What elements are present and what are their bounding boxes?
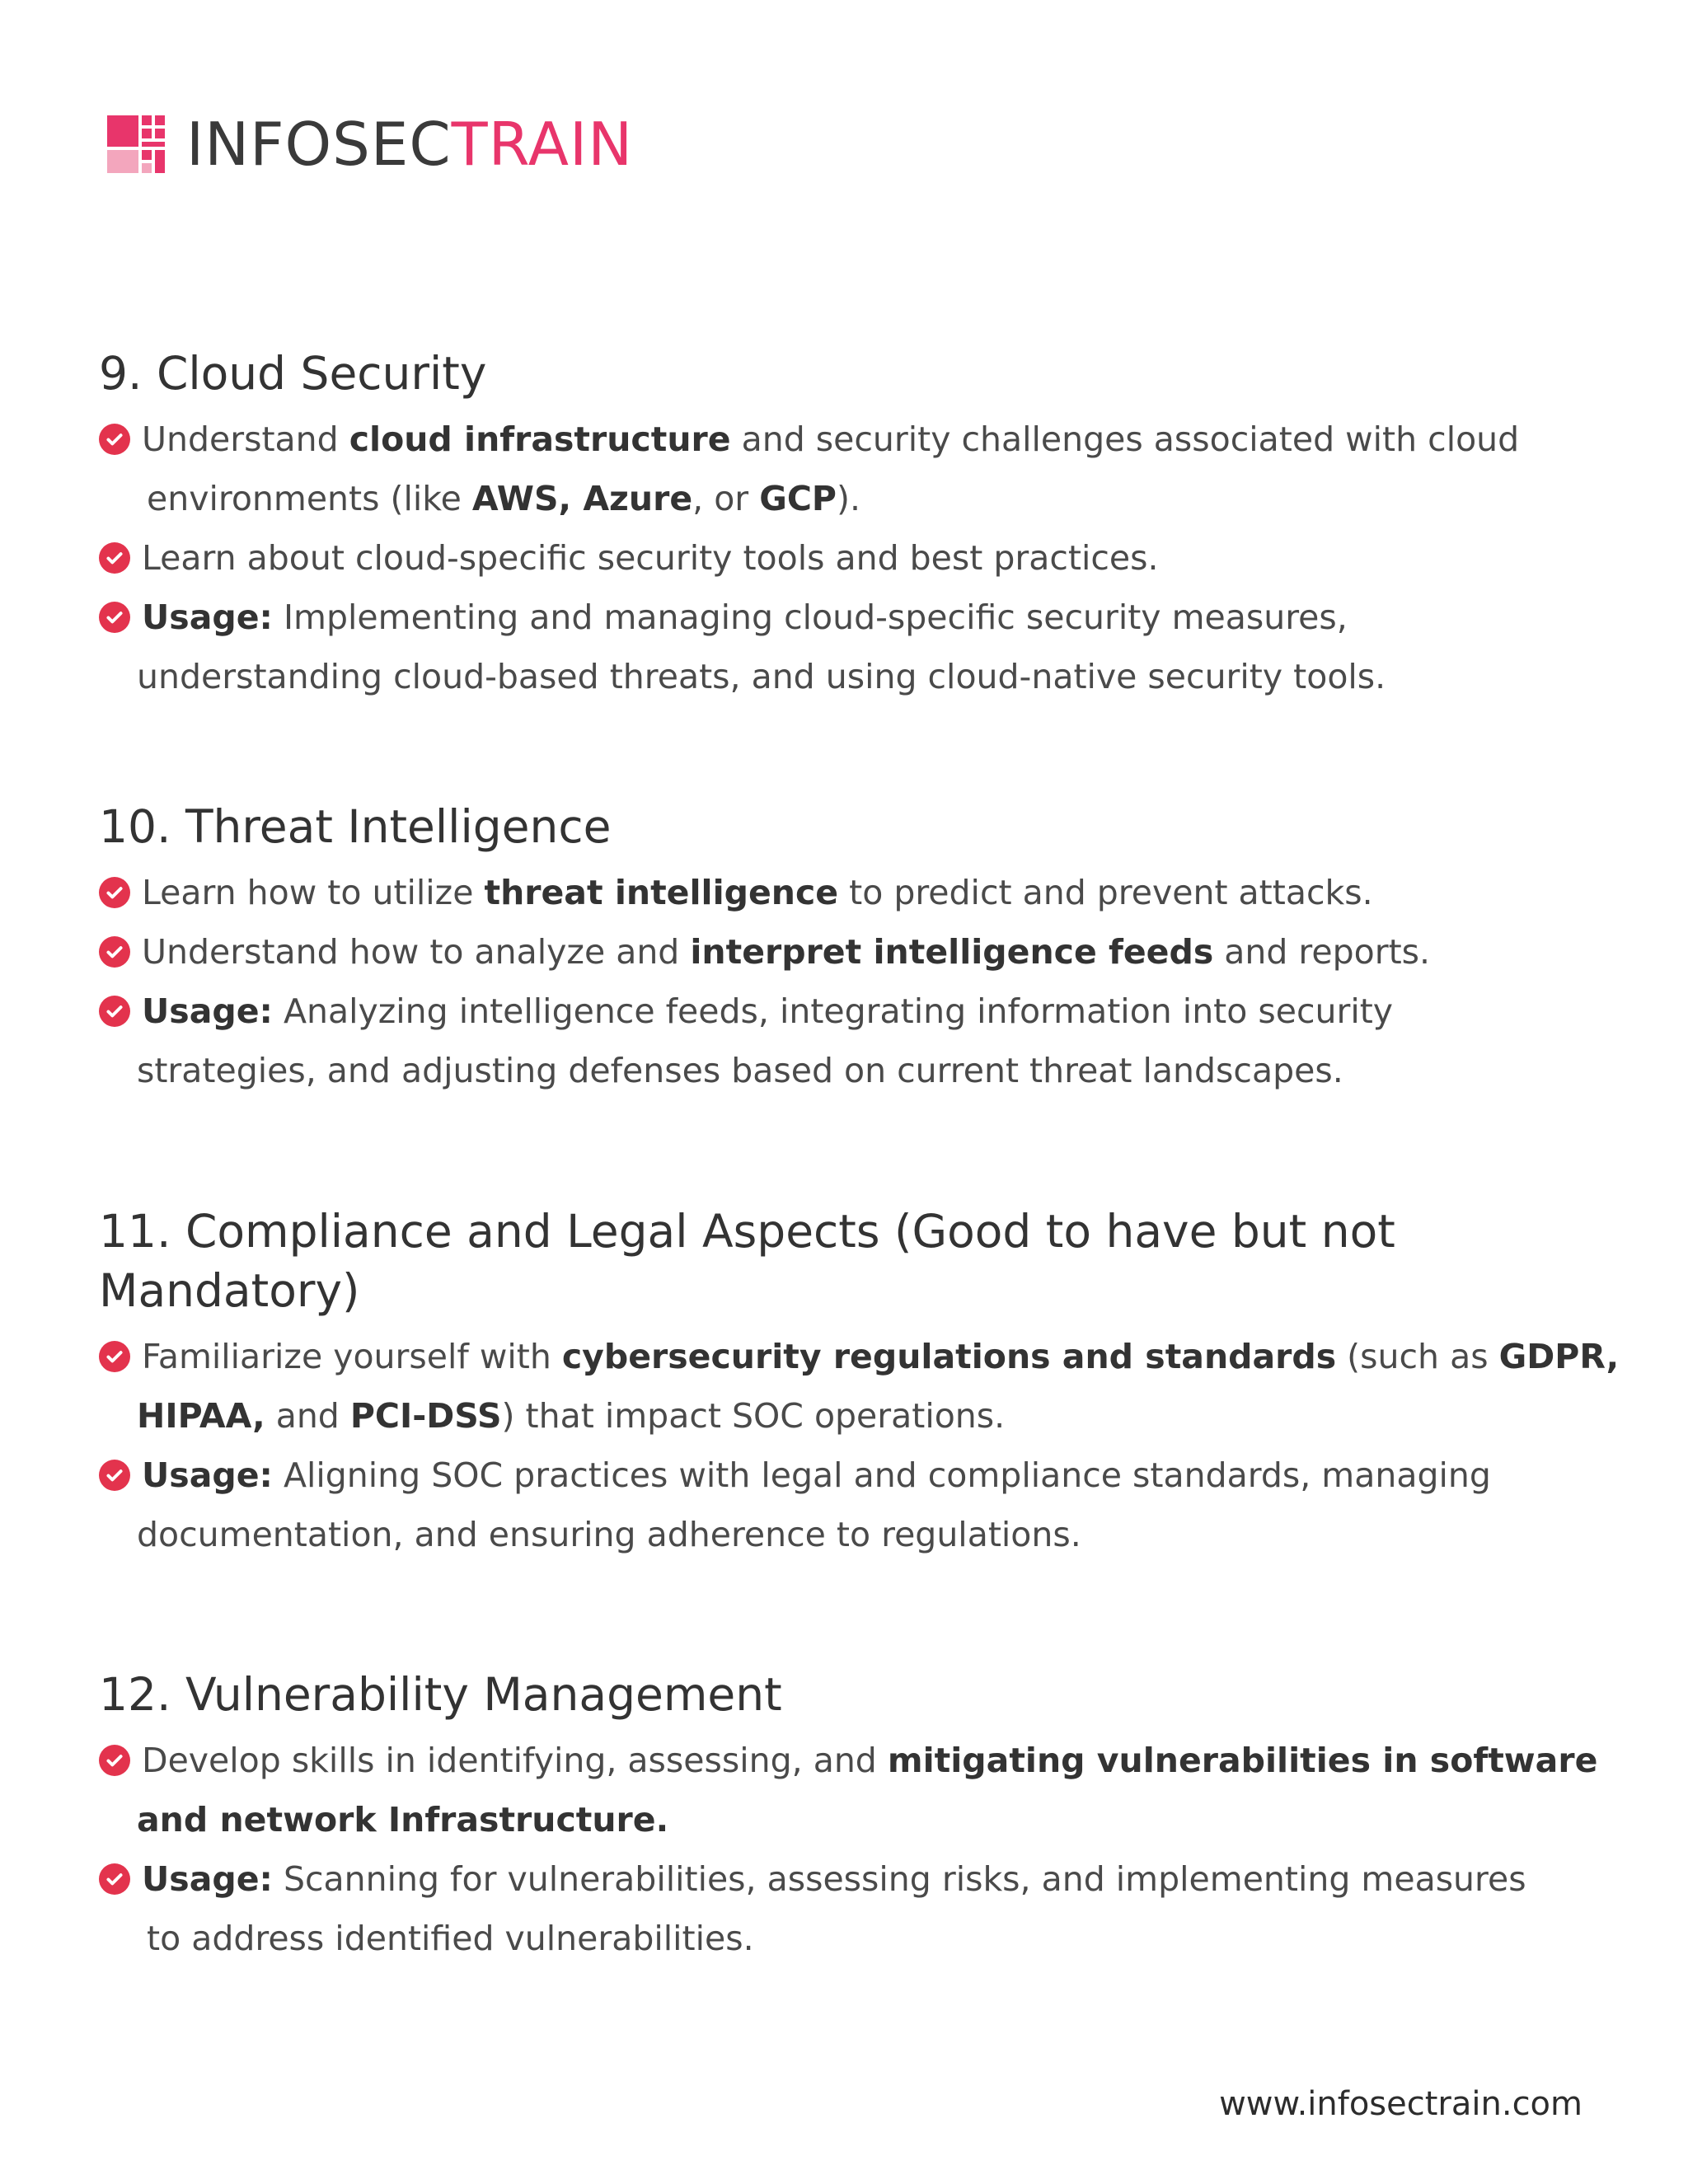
item-line: strategies, and adjusting defenses based on current threat landscapes. xyxy=(137,1051,1343,1090)
list-item xyxy=(99,1446,1566,1564)
logo-mark-icon xyxy=(107,115,165,173)
item-line: and network Infrastructure. xyxy=(137,1800,669,1840)
item-line: Learn about cloud-specific security tools and best practices. xyxy=(142,538,1159,578)
section-heading: 12. Vulnerability Management xyxy=(99,1668,782,1721)
check-circle-icon xyxy=(99,877,130,908)
check-circle-icon xyxy=(99,602,130,633)
item-line: understanding cloud-based threats, and using cloud-native security tools. xyxy=(137,657,1386,696)
list-item xyxy=(99,1327,1620,1446)
item-line: documentation, and ensuring adherence to regulations. xyxy=(137,1515,1081,1554)
footer-url[interactable]: www.infosectrain.com xyxy=(1219,2085,1582,2123)
item-line: Familiarize yourself with cybersecurity regulations and standards (such as GDPR, xyxy=(142,1337,1620,1376)
item-line: Understand cloud infrastructure and security challenges associated with cloud xyxy=(142,419,1520,459)
check-circle-icon xyxy=(99,542,130,574)
section-heading: 9. Cloud Security xyxy=(99,347,487,400)
section-threat-intelligence xyxy=(99,797,1566,1100)
list-item xyxy=(99,1731,1598,1849)
list-item xyxy=(99,922,1566,982)
section-heading: 11. Compliance and Legal Aspects (Good to have but not Mandatory) xyxy=(99,1205,1395,1317)
item-line: environments (like AWS, Azure, or GCP). xyxy=(147,479,861,518)
list-item xyxy=(99,588,1566,706)
item-line: Usage: Implementing and managing cloud-specific security measures, xyxy=(142,598,1348,637)
logo-wordmark: INFOSECTRAIN xyxy=(186,110,634,179)
check-circle-icon xyxy=(99,1745,130,1776)
list-item xyxy=(99,410,1566,528)
check-circle-icon xyxy=(99,1341,130,1372)
brand-logo xyxy=(107,110,634,179)
section-compliance xyxy=(99,1202,1620,1564)
check-circle-icon xyxy=(99,1460,130,1491)
item-line: to address identified vulnerabilities. xyxy=(147,1919,754,1958)
check-circle-icon xyxy=(99,996,130,1027)
list-item xyxy=(99,528,1566,588)
list-item xyxy=(99,982,1566,1100)
section-vulnerability-management xyxy=(99,1665,1598,1968)
list-item xyxy=(99,1849,1566,1968)
check-circle-icon xyxy=(99,936,130,968)
item-line: Usage: Analyzing intelligence feeds, integrating information into security xyxy=(142,991,1394,1031)
check-circle-icon xyxy=(99,424,130,455)
item-line: Learn how to utilize threat intelligence to predict and prevent attacks. xyxy=(142,873,1373,912)
item-line: Usage: Aligning SOC practices with legal and compliance standards, managing xyxy=(142,1455,1491,1495)
item-line: Develop skills in identifying, assessing, and mitigating vulnerabilities in software xyxy=(142,1741,1598,1780)
check-circle-icon xyxy=(99,1863,130,1895)
item-line: HIPAA, and PCI-DSS) that impact SOC operations. xyxy=(137,1396,1006,1436)
section-heading: 10. Threat Intelligence xyxy=(99,800,612,853)
list-item xyxy=(99,863,1566,922)
section-cloud-security xyxy=(99,344,1566,706)
item-line: Understand how to analyze and interpret intelligence feeds and reports. xyxy=(142,932,1431,972)
item-line: Usage: Scanning for vulnerabilities, assessing risks, and implementing measures xyxy=(142,1859,1526,1899)
